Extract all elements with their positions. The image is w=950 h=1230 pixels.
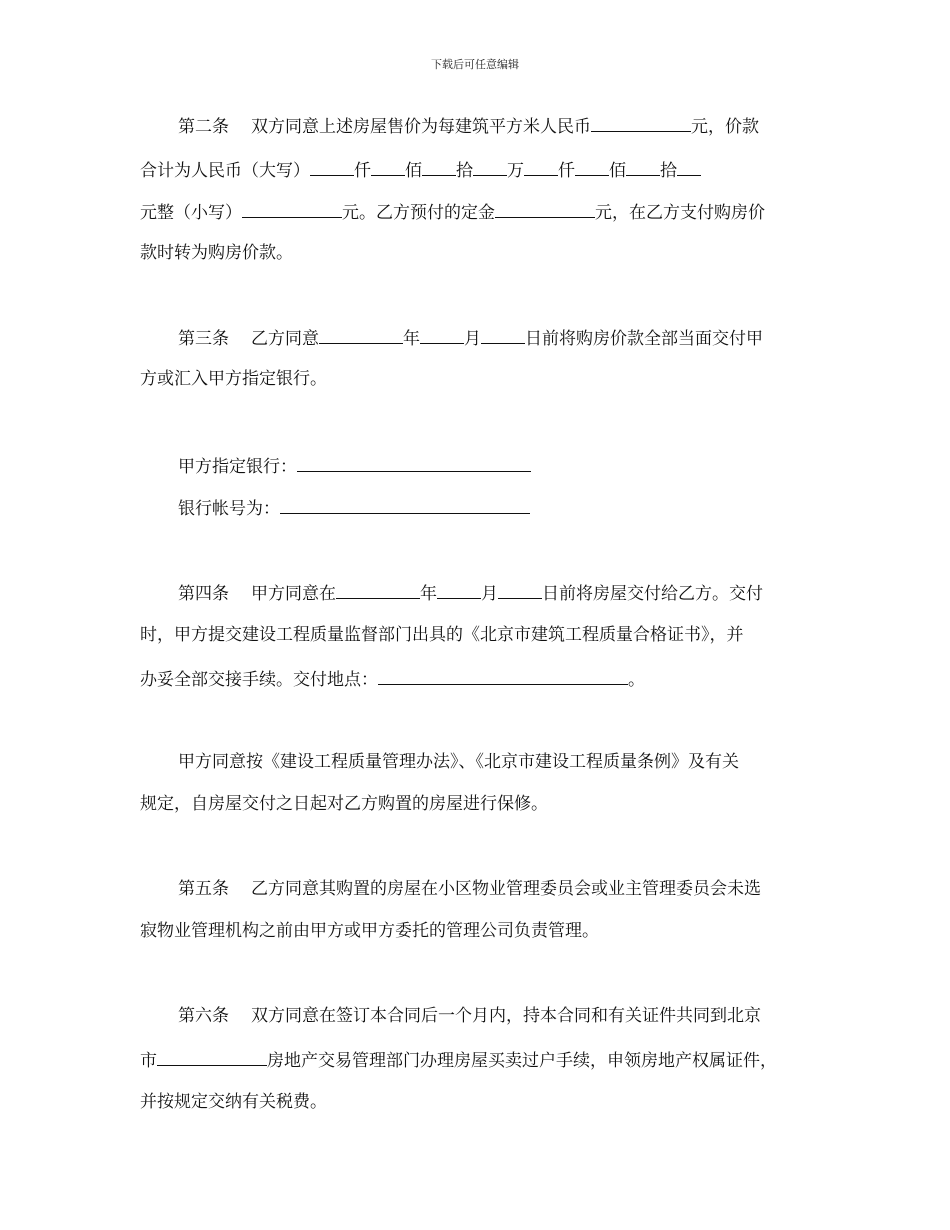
amount-blank[interactable] (371, 157, 405, 176)
article3-label: 第三条 (178, 329, 229, 349)
account-label: 银行帐号为： (178, 499, 280, 519)
article2-line4: 款时转为购房价款。 (140, 243, 293, 263)
article6-line3: 并按规定交纳有关税费。 (140, 1092, 327, 1112)
article4-line1: 第四条 甲方同意在 年 月 日前将房屋交付给乙方。交付 (178, 580, 763, 604)
article6-line1: 第六条 双方同意在签订本合同后一个月内，持本合同和有关证件共同到北京 (178, 1006, 761, 1026)
delivery-location-blank[interactable] (378, 666, 628, 685)
payment-day-blank[interactable] (481, 325, 525, 344)
district-blank[interactable] (157, 1047, 267, 1066)
article3-line2: 方或汇入甲方指定银行。 (140, 369, 327, 389)
deposit-blank[interactable] (495, 199, 595, 218)
delivery-day-blank[interactable] (498, 580, 542, 599)
delivery-month-blank[interactable] (437, 580, 481, 599)
article2-text: 双方同意上述房屋售价为每建筑平方米人民币 (251, 117, 591, 137)
article2-label: 第二条 (178, 117, 229, 137)
article4-label: 第四条 (178, 584, 229, 604)
amount-blank[interactable] (422, 157, 456, 176)
amount-blank[interactable] (524, 157, 558, 176)
article3-line1: 第三条 乙方同意 年 月 日前将购房价款全部当面交付甲 (178, 325, 763, 349)
article6-line2: 市 房地产交易管理部门办理房屋买卖过户手续，申领房地产权属证件， (140, 1047, 777, 1071)
article4-line2: 时，甲方提交建设工程质量监督部门出具的《北京市建筑工程质量合格证书》，并 (140, 625, 744, 645)
amount-blank[interactable] (677, 157, 701, 176)
bank-name-blank[interactable] (297, 453, 531, 472)
amount-blank[interactable] (575, 157, 609, 176)
bank-label: 甲方指定银行： (178, 457, 297, 477)
payment-year-blank[interactable] (319, 325, 403, 344)
article5-line2: 寂物业管理机构之前由甲方或甲方委托的管理公司负责管理。 (140, 921, 599, 941)
article5-line1: 第五条 乙方同意其购置的房屋在小区物业管理委员会或业主管理委员会未选 (178, 879, 761, 899)
payment-month-blank[interactable] (420, 325, 464, 344)
article5-label: 第五条 (178, 879, 229, 899)
amount-blank[interactable] (473, 157, 507, 176)
article4-para2-line1: 甲方同意按《建设工程质量管理办法》、《北京市建设工程质量条例》及有关 (178, 752, 739, 772)
article6-label: 第六条 (178, 1006, 229, 1026)
article4-para2-line2: 规定，自房屋交付之日起对乙方购置的房屋进行保修。 (140, 794, 548, 814)
account-line (178, 495, 530, 519)
amount-blank[interactable] (310, 157, 354, 176)
amount-blank[interactable] (626, 157, 660, 176)
price-per-sqm-blank[interactable] (591, 113, 691, 132)
amount-figures-blank[interactable] (242, 199, 342, 218)
article2-line2: 合计为人民币（大写） 仟 佰 拾 万 仟 佰 拾 (140, 157, 701, 181)
article4-line3: 办妥全部交接手续。交付地点： 。 (140, 666, 645, 690)
delivery-year-blank[interactable] (336, 580, 420, 599)
page-header: 下载后可任意编辑 (431, 58, 519, 71)
bank-line (178, 453, 531, 477)
account-number-blank[interactable] (280, 495, 530, 514)
article2-line3: 元整（小写） 元。乙方预付的定金 元，在乙方支付购房价 (140, 199, 765, 223)
article2-line1: 第二条 双方同意上述房屋售价为每建筑平方米人民币 元，价款 (178, 113, 759, 137)
